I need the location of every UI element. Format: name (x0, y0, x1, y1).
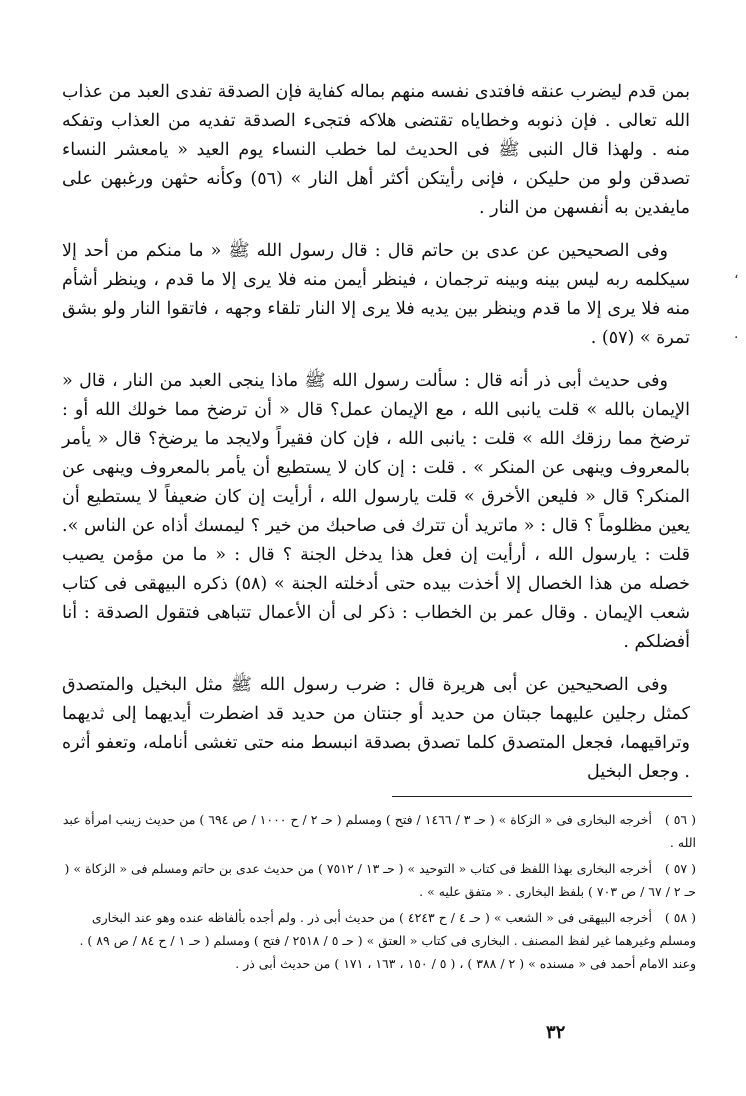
footnote (60, 808, 696, 854)
margin-mark: · (734, 330, 739, 346)
paragraph (62, 237, 690, 353)
footnote-text: أخرجه البيهقى فى « الشعب » ( حـ ٤ / ح ٤٢٤٣ ) من حديث أبى ذر . ولم أجده بألفاظه عنده وهو عند البخارى ومسلم وغيرهما غير لفظ المصنف . البخارى فى كتاب « العتق » ( حـ ٥ / ٢٥١٨ / فتح ) ومسلم ( حـ ١ / ح ٨٤ / ص ٨٩ ) . وعند الامام أحمد فى « مسنده » ( ٢ / ٣٨٨ ) ، ( ٥ / ١٥٠ ، ١٦٣ ، ١٧١ ) من حديث أبى ذر . (79, 910, 696, 971)
footnotes (60, 808, 696, 978)
paragraph-text: بمن قدم ليضرب عنقه فافتدى نفسه منهم بماله كفاية فإن الصدقة تفدى العبد من عذاب الله تعالى . فإن ذنوبه وخطاياه تقتضى هلاكه فتجىء الصدقة تفديه من العذاب وتفكه منه . ولهذا قال النبى ﷺ فى الحديث لما خطب النساء يوم العيد « يامعشر النساء تصدقن ولو من حليكن ، فإنى رأيتكن أكثر أهل النار » (٥٦) وكأنه حثهن ورغبهن على مايفدين به أنفسهن من النار . (62, 82, 690, 218)
footnote-separator (392, 796, 692, 797)
footnote-number: ( ٥٧ ) (664, 861, 696, 876)
paragraph (62, 671, 690, 787)
footnote-text: أخرجه البخارى بهذا اللفظ فى كتاب « التوحيد » ( حـ ١٣ / ٧٥١٢ ) من حديث عدى بن حاتم ومسلم فى « الزكاة » ( حـ ٢ / ٦٧ / ص ٧٠٣ ) بلفظ البخارى . « متفق عليه » . (64, 861, 696, 899)
paragraph-text: وفى حديث أبى ذر أنه قال : سألت رسول الله ﷺ ماذا ينجى العبد من النار ، قال « الإيمان بالله » قلت يانبى الله ، مع الإيمان عمل؟ قال « أن ترضخ مما خولك الله أو : ترضخ مما رزقك الله » قلت : يانبى الله ، فإن كان فقيراً ولايجد ما يرضخ؟ قال « يأمر بالمعروف وينهى عن المنكر » . قلت : إن كان لا يستطيع أن يأمر بالمعروف وينهى عن المنكر؟ قال « فليعن الأخرق » قلت يارسول الله ، أرأيت إن كان ضعيفاً لا يستطيع أن يعين مظلوماً ؟ قال : « ماتريد أن تترك فى صاحبك من خير ؟ ليمسك أذاه عن الناس ». قلت : يارسول الله ، أرأيت إن فعل هذا يدخل الجنة ؟ قال : « ما من مؤمن يصيب خصله من هذا الخصال إلا أخذت بيده حتى أدخلته الجنة » (٥٨) ذكره البيهقى فى كتاب شعب الإيمان . وقال عمر بن الخطاب : ذكر لى أن الأعمال تتباهى فتقول الصدقة : أنا أفضلكم . (62, 371, 690, 652)
footnote-text: أخرجه البخارى فى « الزكاة » ( حـ ٣ / ١٤٦٦ / فتح ) ومسلم ( حـ ٢ / ح ١٠٠٠ / ص ٦٩٤ ) من حديث زينب امرأة عبد الله . (62, 812, 696, 850)
paragraph-text: وفى الصحيحين عن عدى بن حاتم قال : قال رسول الله ﷺ « ما منكم من أحد إلا سيكلمه ربه ليس بينه وبينه ترجمان ، فينظر أيمن منه فلا يرى إلا ما قدم ، وينظر أشأم منه فلا يرى إلا ما قدم وينظر بين يديه فلا يرى إلا النار تلقاء وجهه ، فاتقوا النار ولو بشق تمرة » (٥٧) . (62, 241, 690, 348)
main-text (62, 78, 690, 801)
paragraph-text: وفى الصحيحين عن أبى هريرة قال : ضرب رسول الله ﷺ مثل البخيل والمتصدق كمثل رجلين عليهما جبتان من حديد أو جنتان من حديد قد اضطرت أيديهما إلى ثديهما وتراقيهما، فجعل المتصدق كلما تصدق بصدقة انبسط منه حتى تغشى أنامله، وتعفو أثره . وجعل البخيل (62, 675, 690, 782)
margin-mark: ، (734, 266, 739, 282)
footnote (60, 906, 696, 975)
footnote-number: ( ٥٨ ) (664, 910, 696, 925)
paragraph (62, 367, 690, 657)
page-number: ٣٢ (546, 1022, 566, 1043)
footnote (60, 857, 696, 903)
footnote-number: ( ٥٦ ) (664, 812, 696, 827)
paragraph (62, 78, 690, 223)
